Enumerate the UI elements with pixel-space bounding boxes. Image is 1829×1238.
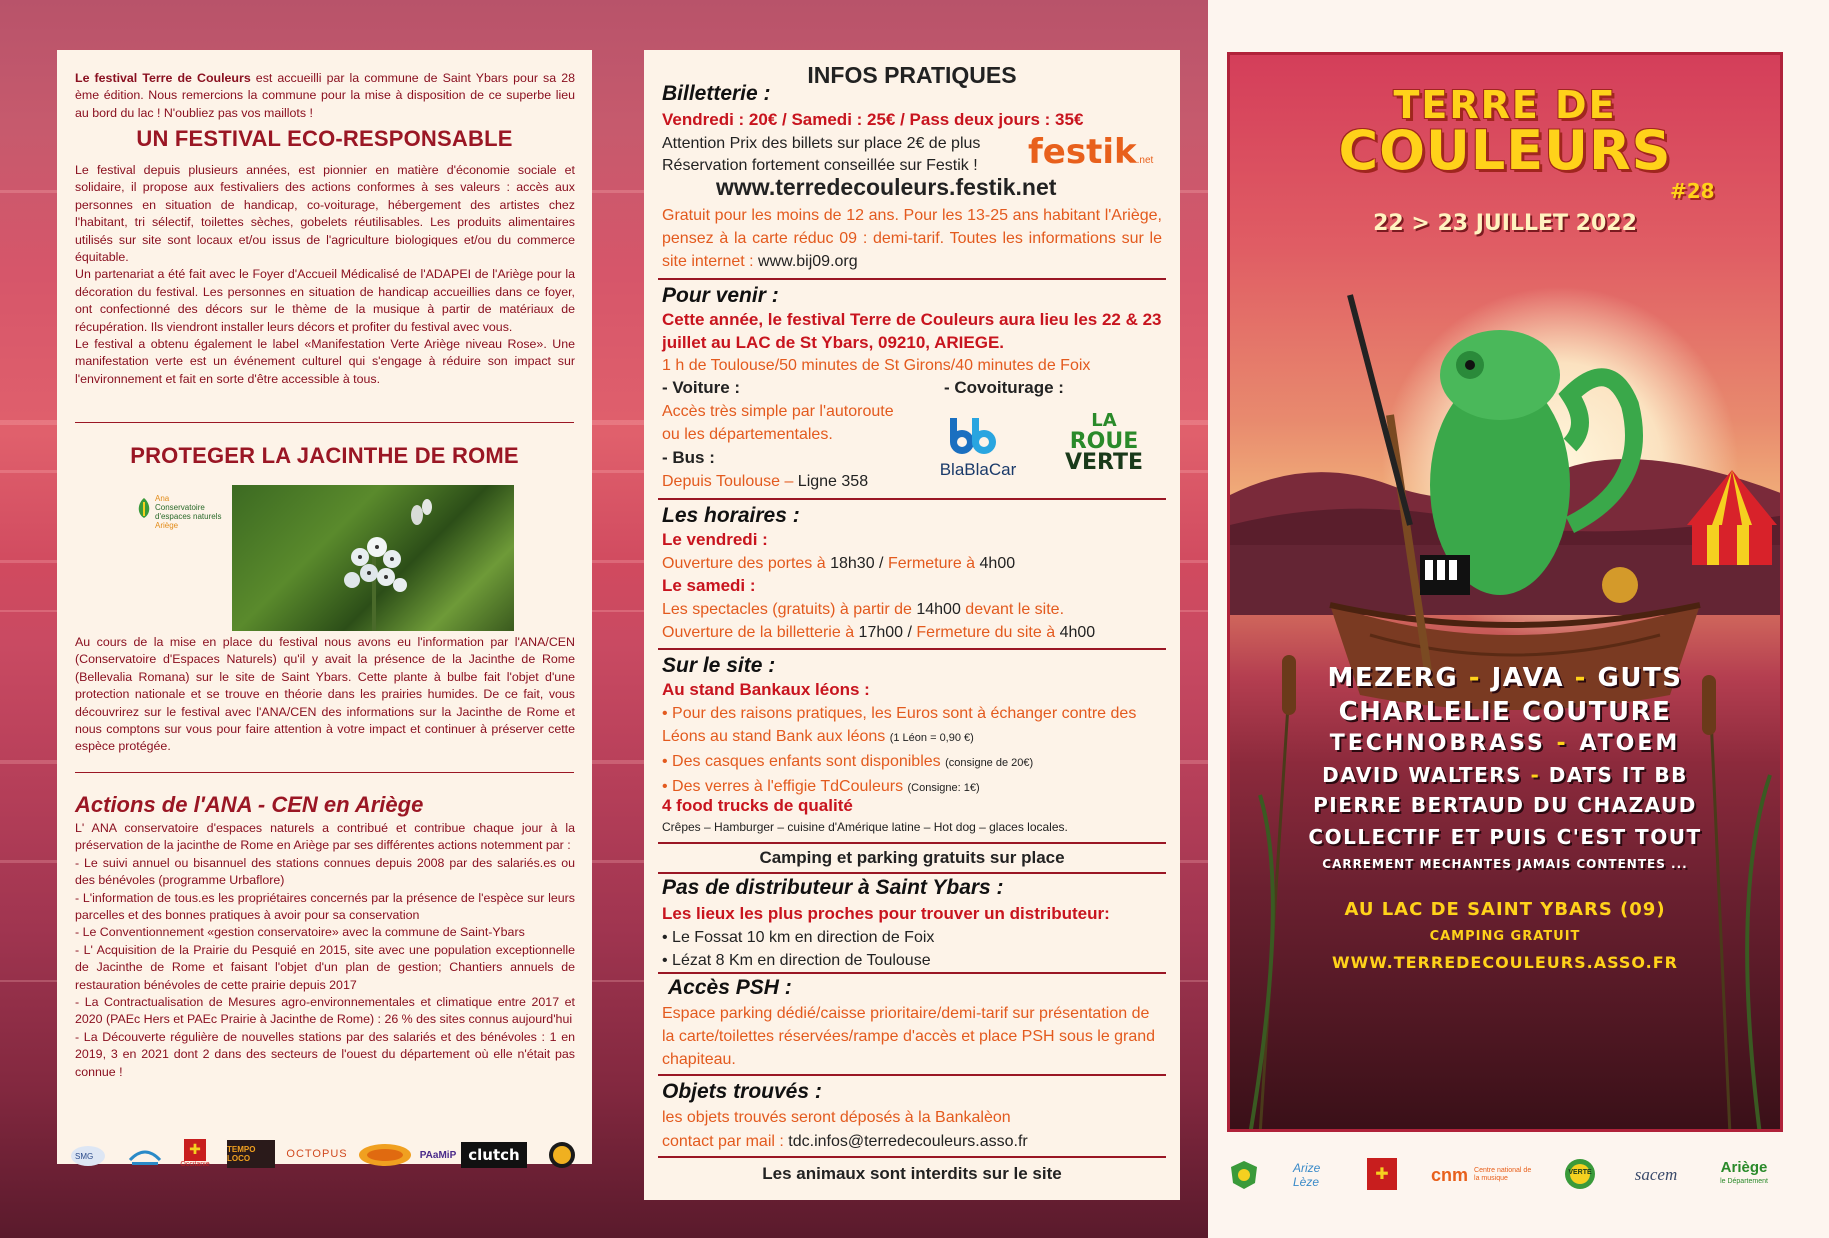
bij-link[interactable]: www.bij09.org bbox=[758, 253, 858, 270]
attention-text: Attention Prix des billets sur place 2€ de plus bbox=[662, 135, 981, 152]
voiture-heading: - Voiture : bbox=[662, 378, 741, 397]
actions-item: - La Découverte régulière de nouvelles stations par des salariés et des bénévoles : 1 en 2019, 3 en 2021 dont 2 dans des secteurs de l'ouest du département où elle n'était pas connue ! bbox=[75, 1029, 575, 1079]
ariege-logo: Ariège le Département bbox=[1720, 1159, 1768, 1185]
eco-title: UN FESTIVAL ECO-RESPONSABLE bbox=[136, 126, 513, 151]
octopus-logo: OCTOPUS bbox=[286, 1148, 348, 1160]
poster-website[interactable]: WWW.TERREDECOULEURS.ASSO.FR bbox=[1331, 953, 1678, 972]
festival-poster bbox=[1227, 52, 1783, 1132]
billetterie-heading: Billetterie : bbox=[662, 82, 771, 105]
sponsor-logo bbox=[1227, 1158, 1261, 1192]
distributeur-heading: Pas de distributeur à Saint Ybars : bbox=[662, 876, 1004, 899]
left-panel bbox=[57, 50, 592, 1168]
poster-location: AU LAC DE SAINT YBARS (09) bbox=[1344, 899, 1666, 920]
food-heading: 4 food trucks de qualité bbox=[662, 796, 853, 815]
poster-title-line1: TERRE DE bbox=[1393, 83, 1617, 127]
bus-text: Depuis Toulouse – Ligne 358 bbox=[662, 473, 869, 490]
horaires-heading: Les horaires : bbox=[662, 504, 800, 527]
venir-heading: Pour venir : bbox=[662, 284, 779, 307]
lineup-row: COLLECTIF ET PUIS C'EST TOUT bbox=[1308, 825, 1702, 849]
leaf-icon bbox=[135, 496, 153, 520]
actions-item: - Le Conventionnement «gestion conservatoire» avec la commune de Saint-Ybars bbox=[75, 925, 525, 940]
jacinthe-text: Au cours de la mise en place du festival nous avons eu l'information par l'ANA/CEN (Conservatoire d'Espaces Naturels) qu'il y avait la présence de la Jacinthe de Rome (Bellevalia Romana) sur le site de Saint Ybars. Cette plante à bulbe fait l'objet d'une protection nationale et se trouve en théorie dans les prairies humides. De ce fait, vous découvrirez sur le festival avec l'ANA/CEN des informations sur la Jacinthe de Rome et nous comptons sur vous pour faire attention à votre impact et continuer à préserver cette espèce protégée. bbox=[75, 635, 575, 754]
list-item: • Le Fossat 10 km en direction de Foix bbox=[662, 929, 935, 946]
poster-tagline: CARREMENT MECHANTES JAMAIS CONTENTES ... bbox=[1322, 857, 1688, 871]
arize-leze-logo: Arize Lèze bbox=[1293, 1161, 1321, 1189]
vendredi-times: Ouverture des portes à 18h30 / Fermeture à 4h00 bbox=[662, 555, 1016, 572]
divider bbox=[658, 278, 1166, 280]
psh-text: Espace parking dédié/caisse prioritaire/demi-tarif sur présentation de la carte/toilettes réservées/rampe d'accès et place PSH sous le grand chapiteau. bbox=[662, 1005, 1156, 1068]
stand-list bbox=[662, 702, 1162, 800]
contact-text: contact par mail : tdc.infos@terredecouleurs.asso.fr bbox=[662, 1133, 1028, 1150]
list-item: • Lézat 8 Km en direction de Toulouse bbox=[662, 952, 931, 969]
covoiturage-heading: - Covoiturage : bbox=[944, 378, 1064, 397]
jacinthe-photo bbox=[232, 485, 514, 631]
camping-text: Camping et parking gratuits sur place bbox=[759, 848, 1065, 867]
stand-heading: Au stand Bankaux léons : bbox=[662, 680, 870, 699]
objets-text: les objets trouvés seront déposés à la Bankalèon bbox=[662, 1109, 1011, 1126]
sponsor-logo bbox=[357, 1142, 413, 1168]
actions-item: - Le suivi annuel ou bisannuel des stations connues depuis 2008 par des salariés.es ou des bénévoles (programme Urbaflore) bbox=[75, 855, 575, 888]
distributeur-text: Les lieux les plus proches pour trouver un distributeur: bbox=[662, 904, 1110, 923]
poster-camping: CAMPING GRATUIT bbox=[1429, 929, 1581, 944]
actions-item: - L'information de tous.es les propriétaires concernés par la présence de l'espèce sur leurs parcelles et des bonnes pratiques à avoir pour sa conservation bbox=[75, 890, 575, 923]
divider bbox=[658, 648, 1166, 650]
sponsor-logo bbox=[547, 1140, 577, 1170]
actions-item: - La Contractualisation de Mesures agro-environnementales et climatique entre 2017 et 2020 (PAEc Hers et PAEc Prairie à Jacinthe de Rome) : 26 % des sites connus aujourd'hui bbox=[75, 995, 575, 1027]
list-item: • Des casques enfants sont disponibles (consigne de 20€) bbox=[662, 753, 1034, 770]
lineup-row: MEZERG - JAVA - GUTS bbox=[1327, 663, 1683, 693]
prices: Vendredi : 20€ / Samedi : 25€ / Pass deux jours : 35€ bbox=[662, 110, 1084, 129]
actions-text: L' ANA conservatoire d'espaces naturels a contribué et contribue chaque jour à la préservation de la jacinthe de Rome en Ariège par ses différentes actions notemment par : - Le suivi annuel ou bisannuel des stations connues depuis 2008 par des salariés.es ou des bénévoles (programme Urbaflore) - L'information de tous.es les propriétaires concernés par la présence de l'espèce sur leurs parcelles et des bonnes pratiques à avoir pour sa conservation - Le Conventionnement «gestion conservatoire» avec la commune de Saint-Ybars - L' Acquisition de la Prairie du Pesquié en 2015, site avec une population exceptionnelle de Jacinthe de Rome et faisant l'objet d'un plan de gestion; Chantiers annuels de restauration bénévoles de cette prairie depuis 2017 - La Contractualisation de Mesures agro-environnementales et climatique entre 2017 et 2020 (PAEc Hers et PAEc Prairie à Jacinthe de Rome) : 26 % des sites connus aujourd'hui - La Découverte régulière de nouvelles stations par des salariés et des bénévoles : 1 en 2019, 3 en 2021 dont 2 dans des secteurs de l'ouest du département où elle n'était pas connue ! bbox=[75, 820, 575, 1081]
objets-heading: Objets trouvés : bbox=[662, 1080, 822, 1103]
divider bbox=[75, 772, 574, 773]
svg-text:SMG: SMG bbox=[75, 1152, 94, 1161]
divider bbox=[658, 842, 1166, 844]
actions-title: Actions de l'ANA - CEN en Ariège bbox=[75, 792, 424, 817]
samedi-heading: Le samedi : bbox=[662, 576, 756, 595]
intro-text: Le festival Terre de Couleurs est accueilli par la commune de Saint Ybars pour sa 28 ème édition. Nous remercions la commune pour la mise à disposition de ce superbe lieu au bord du lac ! N'oubliez pas vos maillots ! bbox=[75, 71, 575, 120]
blablacar-logo: BlaBlaCar bbox=[928, 414, 1028, 480]
vendredi-heading: Le vendredi : bbox=[662, 530, 768, 549]
sponsor-logo bbox=[125, 1140, 165, 1170]
list-item: • Des verres à l'effigie TdCouleurs (Consigne: 1€) bbox=[662, 778, 980, 795]
divider bbox=[658, 1156, 1166, 1158]
edition-badge: #28 bbox=[1670, 179, 1715, 203]
ana-logo: Ana Conservatoire d'espaces naturels Ariège bbox=[135, 490, 235, 540]
eco-text: Le festival depuis plusieurs années, est pionnier en matière d'économie sociale et solidaire, il propose aux festivaliers des actions conformes à ses valeurs : accès aux personnes en situation de handicap, co-voiturage, hébergement des artistes chez l'habitant, tri sélectif, toilettes sèches, gobelets réutilisables. Les produits alimentaires utilisés sur site sont locaux et/ou issus de l'agriculture biologiques et/ou du commerce équitable. Un partenariat a été fait avec le Foyer d'Accueil Médicalisé de l'ADAPEI de l'Ariège pour la décoration du festival. Les personnes en situation de handicap accueillies dans ce foyer, ont confectionné des décors sur le thème de la musique à partir de matériaux de récupération. Ils viendront installer leurs décors et profiter du festival avec vous. Le festival a obtenu également le label «Manifestation Verte Ariège niveau Rose». Une manifestation verte est un événement culturel qui s'engage à réduire son impact sur l'environnement et fait en sorte d'être accessible à tous. bbox=[75, 163, 575, 386]
verte-logo: VERTE bbox=[1563, 1156, 1597, 1192]
clutch-logo: clutch bbox=[461, 1142, 527, 1168]
psh-heading: Accès PSH : bbox=[668, 976, 792, 999]
poster-dates: 22 > 23 JUILLET 2022 bbox=[1373, 211, 1637, 236]
actions-item: - L' Acquisition de la Prairie du Pesquié en 2015, site avec une population exceptionnelle de Jacinthe de Rome et faisant l'objet d'un plan de gestion; Chantiers annuels de restauration bénévoles de cette prairie depuis 2017 bbox=[75, 942, 575, 992]
sponsor-logo bbox=[67, 1140, 109, 1170]
list-item: • Pour des raisons pratiques, les Euros sont à échanger contre des Léons au stand Bank aux léons (1 Léon = 0,90 €) bbox=[662, 705, 1137, 745]
distributeur-list bbox=[662, 926, 934, 972]
jacinthe-title: PROTEGER LA JACINTHE DE ROME bbox=[130, 443, 519, 468]
blablacar-icon bbox=[944, 414, 1004, 458]
divider bbox=[658, 872, 1166, 874]
divider bbox=[658, 972, 1166, 974]
venir-text: Cette année, le festival Terre de Couleurs aura lieu les 22 & 23 juillet au LAC de St Ybars, 09210, ARIEGE. bbox=[662, 310, 1162, 352]
animaux-text: Les animaux sont interdits sur le site bbox=[762, 1164, 1062, 1183]
cnm-logo: cnm Centre national de la musique bbox=[1431, 1164, 1532, 1185]
food-text: Crêpes – Hamburger – cuisine d'Amérique latine – Hot dog – glaces locales. bbox=[662, 820, 1068, 834]
paamip-logo: PAaMiP bbox=[419, 1149, 457, 1161]
roue-verte-logo: LA ROUE VERTE bbox=[1064, 410, 1144, 475]
samedi-spectacles: Les spectacles (gratuits) à partir de 14h00 devant le site. bbox=[662, 601, 1065, 618]
tempo-loco-logo: TEMPO LOCO bbox=[227, 1140, 275, 1168]
occitanie-logo: ✚ Occitanie bbox=[175, 1136, 215, 1170]
bus-heading: - Bus : bbox=[662, 448, 715, 467]
festik-url[interactable]: www.terredecouleurs.festik.net bbox=[716, 174, 1057, 200]
sacem-logo: sacem bbox=[1634, 1165, 1678, 1184]
flower-illustration bbox=[232, 485, 514, 631]
lineup-row: CHARLELIE COUTURE bbox=[1338, 697, 1672, 727]
divider bbox=[75, 422, 574, 423]
reservation-text: Réservation fortement conseillée sur Festik ! bbox=[662, 157, 978, 174]
occitanie-cross-icon: ✚ bbox=[1367, 1158, 1397, 1190]
lineup-row: TECHNOBRASS - ATOEM bbox=[1329, 731, 1681, 756]
site-heading: Sur le site : bbox=[662, 654, 776, 677]
divider bbox=[658, 1074, 1166, 1076]
gratuit-text: Gratuit pour les moins de 12 ans. Pour les 13-25 ans habitant l'Ariège, pensez à la carte réduc 09 : demi-tarif. Toutes les informations sur le site internet : www.bij09.org bbox=[662, 207, 1162, 270]
poster-sponsors bbox=[1227, 1150, 1783, 1200]
cross-icon: ✚ bbox=[184, 1139, 206, 1161]
contact-email[interactable]: tdc.infos@terredecouleurs.asso.fr bbox=[788, 1133, 1028, 1150]
lineup-row: PIERRE BERTAUD DU CHAZAUD bbox=[1313, 793, 1697, 817]
divider bbox=[658, 498, 1166, 500]
distances-text: 1 h de Toulouse/50 minutes de St Girons/40 minutes de Foix bbox=[662, 357, 1091, 374]
middle-panel bbox=[644, 50, 1180, 1200]
lineup-row: DAVID WALTERS - DATS IT BB bbox=[1322, 763, 1688, 787]
poster-title-line2: COULEURS bbox=[1338, 119, 1672, 182]
voiture-text: Accès très simple par l'autoroute ou les départementales. bbox=[662, 403, 894, 443]
infos-title: INFOS PRATIQUES bbox=[807, 62, 1017, 88]
samedi-times: Ouverture de la billetterie à 17h00 / Fermeture du site à 4h00 bbox=[662, 624, 1096, 641]
festik-logo: festik.net bbox=[1028, 132, 1154, 172]
